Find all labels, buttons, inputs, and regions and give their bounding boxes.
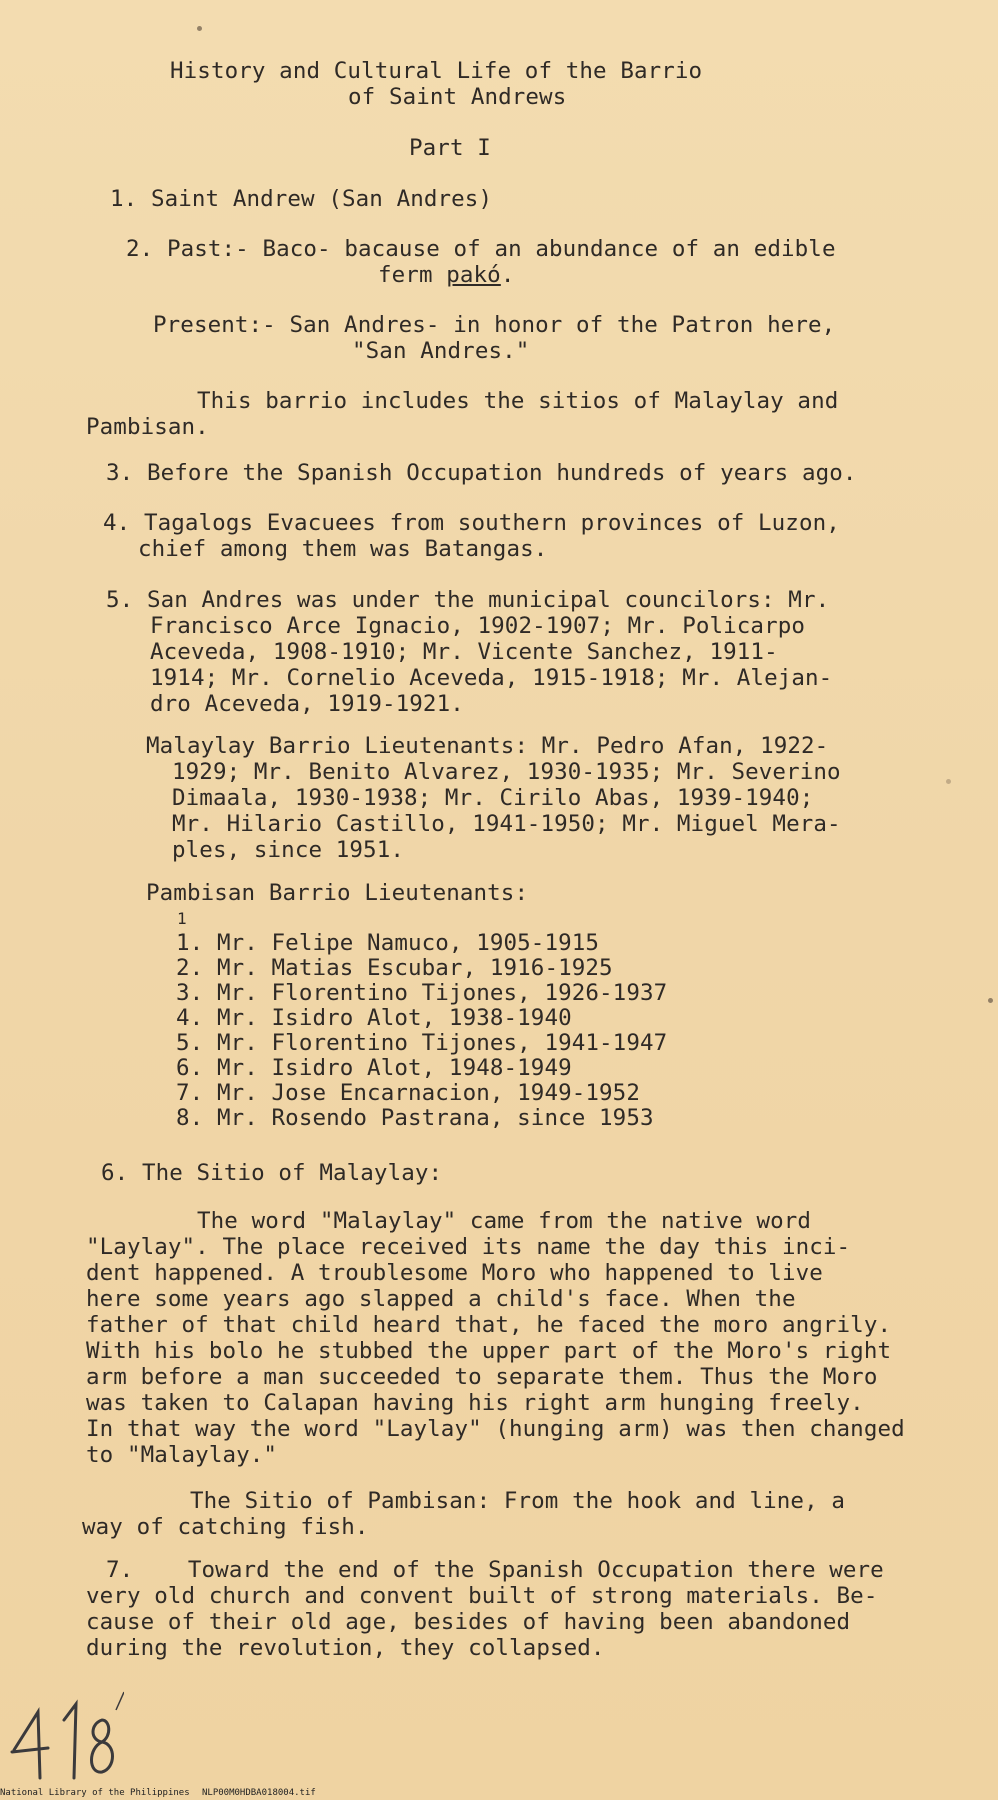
pambisan-para-line-1: The Sitio of Pambisan: From the hook and line, a — [190, 1488, 846, 1514]
item-2-line-2: ferm pakó. — [378, 262, 515, 288]
item-2-line-1: 2. Past:- Baco- bacause of an abundance of an edible — [126, 236, 836, 262]
pambisan-para-line-2: way of catching fish. — [82, 1514, 369, 1540]
item-6: 6. The Sitio of Malaylay: — [101, 1160, 443, 1186]
pambisan-item: 5. Mr. Florentino Tijones, 1941-1947 — [176, 1030, 668, 1056]
pambisan-item: 7. Mr. Jose Encarnacion, 1949-1952 — [176, 1080, 640, 1106]
item-7-line-1: 7. Toward the end of the Spanish Occupation there were — [106, 1557, 884, 1583]
malaylay-para-line: to "Malaylay." — [86, 1442, 278, 1468]
malaylay-lieutenants-line-4: Mr. Hilario Castillo, 1941-1950; Mr. Miguel Mera- — [172, 811, 841, 837]
item-7-line-4: during the revolution, they collapsed. — [86, 1635, 605, 1661]
pambisan-item: 4. Mr. Isidro Alot, 1938-1940 — [176, 1005, 572, 1031]
malaylay-para-line: was taken to Calapan having his right arm hunging freely. — [86, 1390, 864, 1416]
malaylay-para-line: The word "Malaylay" came from the native word — [197, 1208, 812, 1234]
item-5-line-1: 5. San Andres was under the municipal councilors: Mr. — [106, 587, 830, 613]
malaylay-para-line: dent happened. A troublesome Moro who happened to live — [86, 1260, 823, 1286]
malaylay-lieutenants-line-1: Malaylay Barrio Lieutenants: Mr. Pedro Afan, 1922- — [146, 733, 829, 759]
pambisan-heading: Pambisan Barrio Lieutenants: — [146, 880, 529, 906]
barrio-line-2: Pambisan. — [86, 414, 209, 440]
item-1: 1. Saint Andrew (San Andres) — [110, 186, 493, 212]
pambisan-item: 2. Mr. Matias Escubar, 1916-1925 — [176, 955, 613, 981]
title-line-2: of Saint Andrews — [348, 84, 567, 110]
paper-spot — [946, 779, 951, 784]
malaylay-para-line: In that way the word "Laylay" (hunging arm) was then changed — [86, 1416, 905, 1442]
item-4-line-2: chief among them was Batangas. — [138, 536, 548, 562]
malaylay-para-line: With his bolo he stubbed the upper part of the Moro's right — [86, 1338, 892, 1364]
pambisan-stray-mark: 1 — [177, 909, 187, 928]
item-4-line-1: 4. Tagalogs Evacuees from southern provinces of Luzon, — [103, 510, 840, 536]
title-line-1: History and Cultural Life of the Barrio — [170, 58, 703, 84]
paper-spot — [197, 26, 202, 31]
malaylay-lieutenants-line-3: Dimaala, 1930-1938; Mr. Cirilo Abas, 1939-1940; — [172, 785, 814, 811]
item-7-line-2: very old church and convent built of strong materials. Be- — [86, 1583, 878, 1609]
item-5-line-5: dro Aceveda, 1919-1921. — [150, 691, 464, 717]
malaylay-para-line: arm before a man succeeded to separate them. Thus the Moro — [86, 1364, 878, 1390]
handwritten-number-418 — [4, 1690, 124, 1786]
barrio-line-1: This barrio includes the sitios of Malaylay and — [197, 388, 839, 414]
footer-filename: NLP00M0HDBA018004.tif — [202, 1788, 316, 1798]
malaylay-para-line: father of that child heard that, he faced the moro angrily. — [86, 1312, 892, 1338]
pambisan-item: 6. Mr. Isidro Alot, 1948-1949 — [176, 1055, 572, 1081]
malaylay-para-line: "Laylay". The place received its name the day this inci- — [86, 1234, 851, 1260]
item-5-line-2: Francisco Arce Ignacio, 1902-1907; Mr. Policarpo — [150, 613, 806, 639]
pambisan-item: 8. Mr. Rosendo Pastrana, since 1953 — [176, 1105, 654, 1131]
malaylay-lieutenants-line-5: ples, since 1951. — [172, 837, 404, 863]
pako-word: pakó — [446, 262, 501, 288]
item-5-line-4: 1914; Mr. Cornelio Aceveda, 1915-1918; Mr. Alejan- — [150, 665, 833, 691]
paper-spot — [988, 998, 993, 1003]
pambisan-item: 1. Mr. Felipe Namuco, 1905-1915 — [176, 930, 600, 956]
malaylay-lieutenants-line-2: 1929; Mr. Benito Alvarez, 1930-1935; Mr. Severino — [172, 759, 841, 785]
item-3: 3. Before the Spanish Occupation hundreds of years ago. — [106, 460, 857, 486]
footer-library: National Library of the Philippines — [0, 1788, 190, 1798]
present-line-1: Present:- San Andres- in honor of the Patron here, — [153, 312, 836, 338]
item-7-line-3: cause of their old age, besides of having been abandoned — [86, 1609, 851, 1635]
malaylay-para-line: here some years ago slapped a child's face. When the — [86, 1286, 796, 1312]
pambisan-item: 3. Mr. Florentino Tijones, 1926-1937 — [176, 980, 668, 1006]
item-5-line-3: Aceveda, 1908-1910; Mr. Vicente Sanchez, 1911- — [150, 639, 778, 665]
present-line-2: "San Andres." — [352, 338, 530, 364]
part-heading: Part I — [409, 135, 491, 161]
